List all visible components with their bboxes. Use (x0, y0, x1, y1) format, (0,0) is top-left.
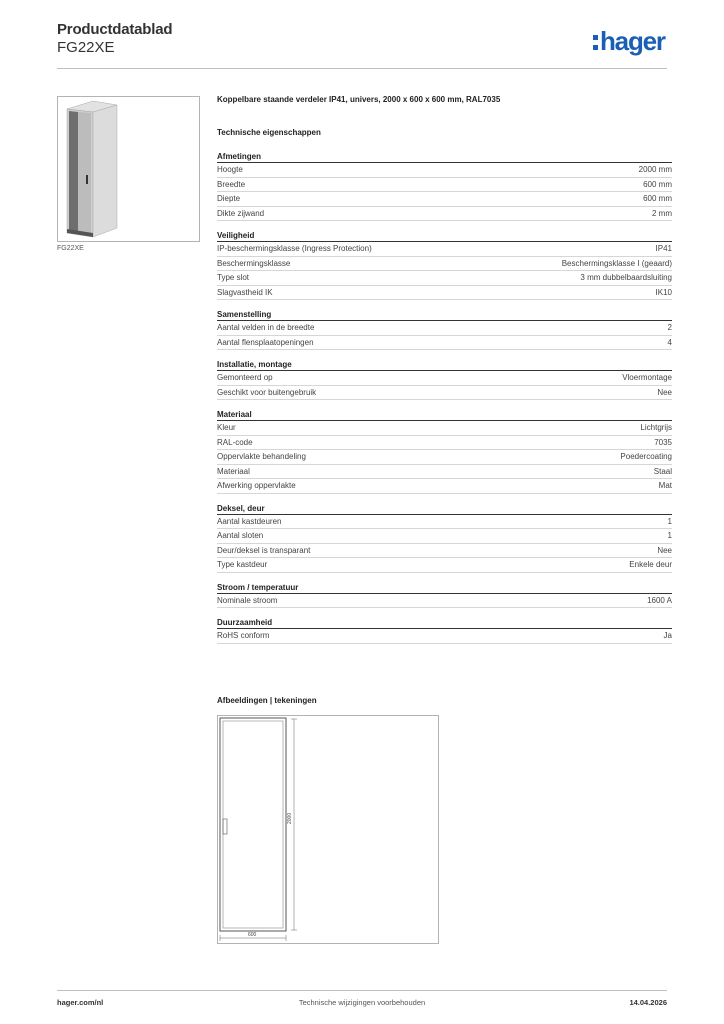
spec-value: IP41 (655, 244, 672, 253)
technical-drawing (217, 715, 439, 944)
footer-disclaimer: Technische wijzigingen voorbehouden (298, 998, 426, 1007)
spec-label: RoHS conform (217, 631, 270, 640)
spec-row (217, 594, 672, 609)
section-title: Afmetingen (217, 151, 672, 163)
spec-label: Gemonteerd op (217, 373, 273, 382)
footer-website-link[interactable]: hager.com/nl (57, 998, 104, 1007)
spec-row (217, 558, 672, 573)
product-code: FG22XE (57, 39, 115, 56)
spec-label: Type kastdeur (217, 560, 268, 569)
spec-row (217, 529, 672, 544)
spec-label: Type slot (217, 273, 250, 282)
spec-value: 1600 A (647, 595, 672, 605)
spec-label: Geschikt voor buitengebruik (217, 387, 317, 397)
section-installatie (217, 359, 672, 400)
section-duurzaamheid (217, 617, 672, 644)
footer-date: 14.04.2026 (629, 998, 667, 1007)
section-title: Stroom / temperatuur (217, 582, 672, 594)
spec-label: Aantal sloten (217, 531, 264, 540)
spec-label: Hoogte (217, 165, 243, 174)
spec-label: Dikte zijwand (217, 208, 265, 218)
section-afmetingen (217, 151, 672, 221)
spec-label: Beschermingsklasse (217, 258, 291, 268)
spec-row (217, 386, 672, 401)
logo-text: hager (600, 26, 665, 56)
section-title: Installatie, montage (217, 359, 672, 371)
section-title: Materiaal (217, 409, 672, 421)
spec-row (217, 336, 672, 351)
spec-value: 600 mm (643, 179, 672, 189)
spec-label: Nominale stroom (217, 595, 278, 605)
spec-value: 3 mm dubbelbaardsluiting (580, 273, 672, 282)
spec-value: 4 (667, 337, 672, 347)
spec-value: 1 (667, 516, 672, 526)
drawings-title: Afbeeldingen | tekeningen (217, 696, 317, 705)
spec-row (217, 321, 672, 336)
spec-label: Aantal velden in de breedte (217, 323, 315, 332)
image-caption: FG22XE (57, 245, 84, 252)
spec-row (217, 242, 672, 257)
spec-value: 2 (667, 323, 672, 332)
spec-row (217, 479, 672, 494)
spec-row (217, 371, 672, 386)
spec-row (217, 450, 672, 465)
spec-value: Poedercoating (620, 452, 672, 461)
spec-label: Breedte (217, 179, 246, 189)
section-deksel-deur (217, 503, 672, 573)
spec-label: Slagvastheid IK (217, 287, 273, 297)
spec-label: Afwerking oppervlakte (217, 481, 296, 490)
product-description: Koppelbare staande verdeler IP41, univers, 2000 x 600 x 600 mm, RAL7035 (217, 95, 501, 104)
product-specs (217, 95, 672, 653)
spec-label: Aantal flensplaatopeningen (217, 337, 314, 347)
section-title: Deksel, deur (217, 503, 672, 515)
product-image (57, 96, 200, 242)
height-dimension: 2000 (287, 812, 293, 824)
spec-value: Nee (657, 545, 672, 555)
spec-row (217, 436, 672, 451)
spec-value: Vloermontage (622, 373, 672, 382)
spec-label: IP-beschermingsklasse (Ingress Protection) (217, 244, 372, 253)
section-title: Duurzaamheid (217, 617, 672, 629)
spec-label: Deur/deksel is transparant (217, 545, 311, 555)
spec-row (217, 544, 672, 559)
spec-value: Enkele deur (629, 560, 672, 569)
spec-row (217, 178, 672, 193)
page-title: Productdatablad (57, 21, 173, 38)
header-divider (57, 68, 667, 69)
spec-row (217, 257, 672, 272)
spec-value: Nee (657, 387, 672, 397)
spec-row (217, 271, 672, 286)
spec-row (217, 515, 672, 530)
tech-properties-title: Technische eigenschappen (217, 128, 321, 137)
spec-value: Beschermingsklasse I (geaard) (561, 258, 672, 268)
section-stroom (217, 582, 672, 609)
spec-value: 7035 (654, 437, 672, 447)
hager-logo (593, 26, 665, 56)
spec-label: Oppervlakte behandeling (217, 452, 306, 461)
section-materiaal (217, 409, 672, 494)
section-veiligheid (217, 230, 672, 300)
width-dimension: 600 (248, 932, 257, 938)
spec-value: 1 (667, 531, 672, 540)
spec-value: 2 mm (652, 208, 672, 218)
spec-value: Mat (658, 481, 672, 490)
spec-value: IK10 (655, 287, 672, 297)
spec-label: Kleur (217, 423, 236, 432)
spec-row (217, 421, 672, 436)
spec-row (217, 192, 672, 207)
spec-value: Lichtgrijs (640, 423, 672, 432)
spec-row (217, 207, 672, 222)
spec-row (217, 286, 672, 301)
spec-row (217, 465, 672, 480)
spec-row (217, 163, 672, 178)
spec-label: Materiaal (217, 466, 250, 476)
logo-dots-icon (593, 26, 598, 56)
spec-label: Aantal kastdeuren (217, 516, 282, 526)
spec-value: 2000 mm (638, 165, 672, 174)
cabinet-illustration (58, 97, 199, 241)
cabinet-drawing (218, 716, 438, 943)
spec-value: Staal (653, 466, 672, 476)
spec-value: 600 mm (643, 194, 672, 203)
spec-label: RAL-code (217, 437, 253, 447)
spec-label: Diepte (217, 194, 241, 203)
spec-value: Ja (663, 631, 672, 640)
section-samenstelling (217, 309, 672, 350)
spec-row (217, 629, 672, 644)
section-title: Samenstelling (217, 309, 672, 321)
section-title: Veiligheid (217, 230, 672, 242)
footer-divider (57, 990, 667, 991)
